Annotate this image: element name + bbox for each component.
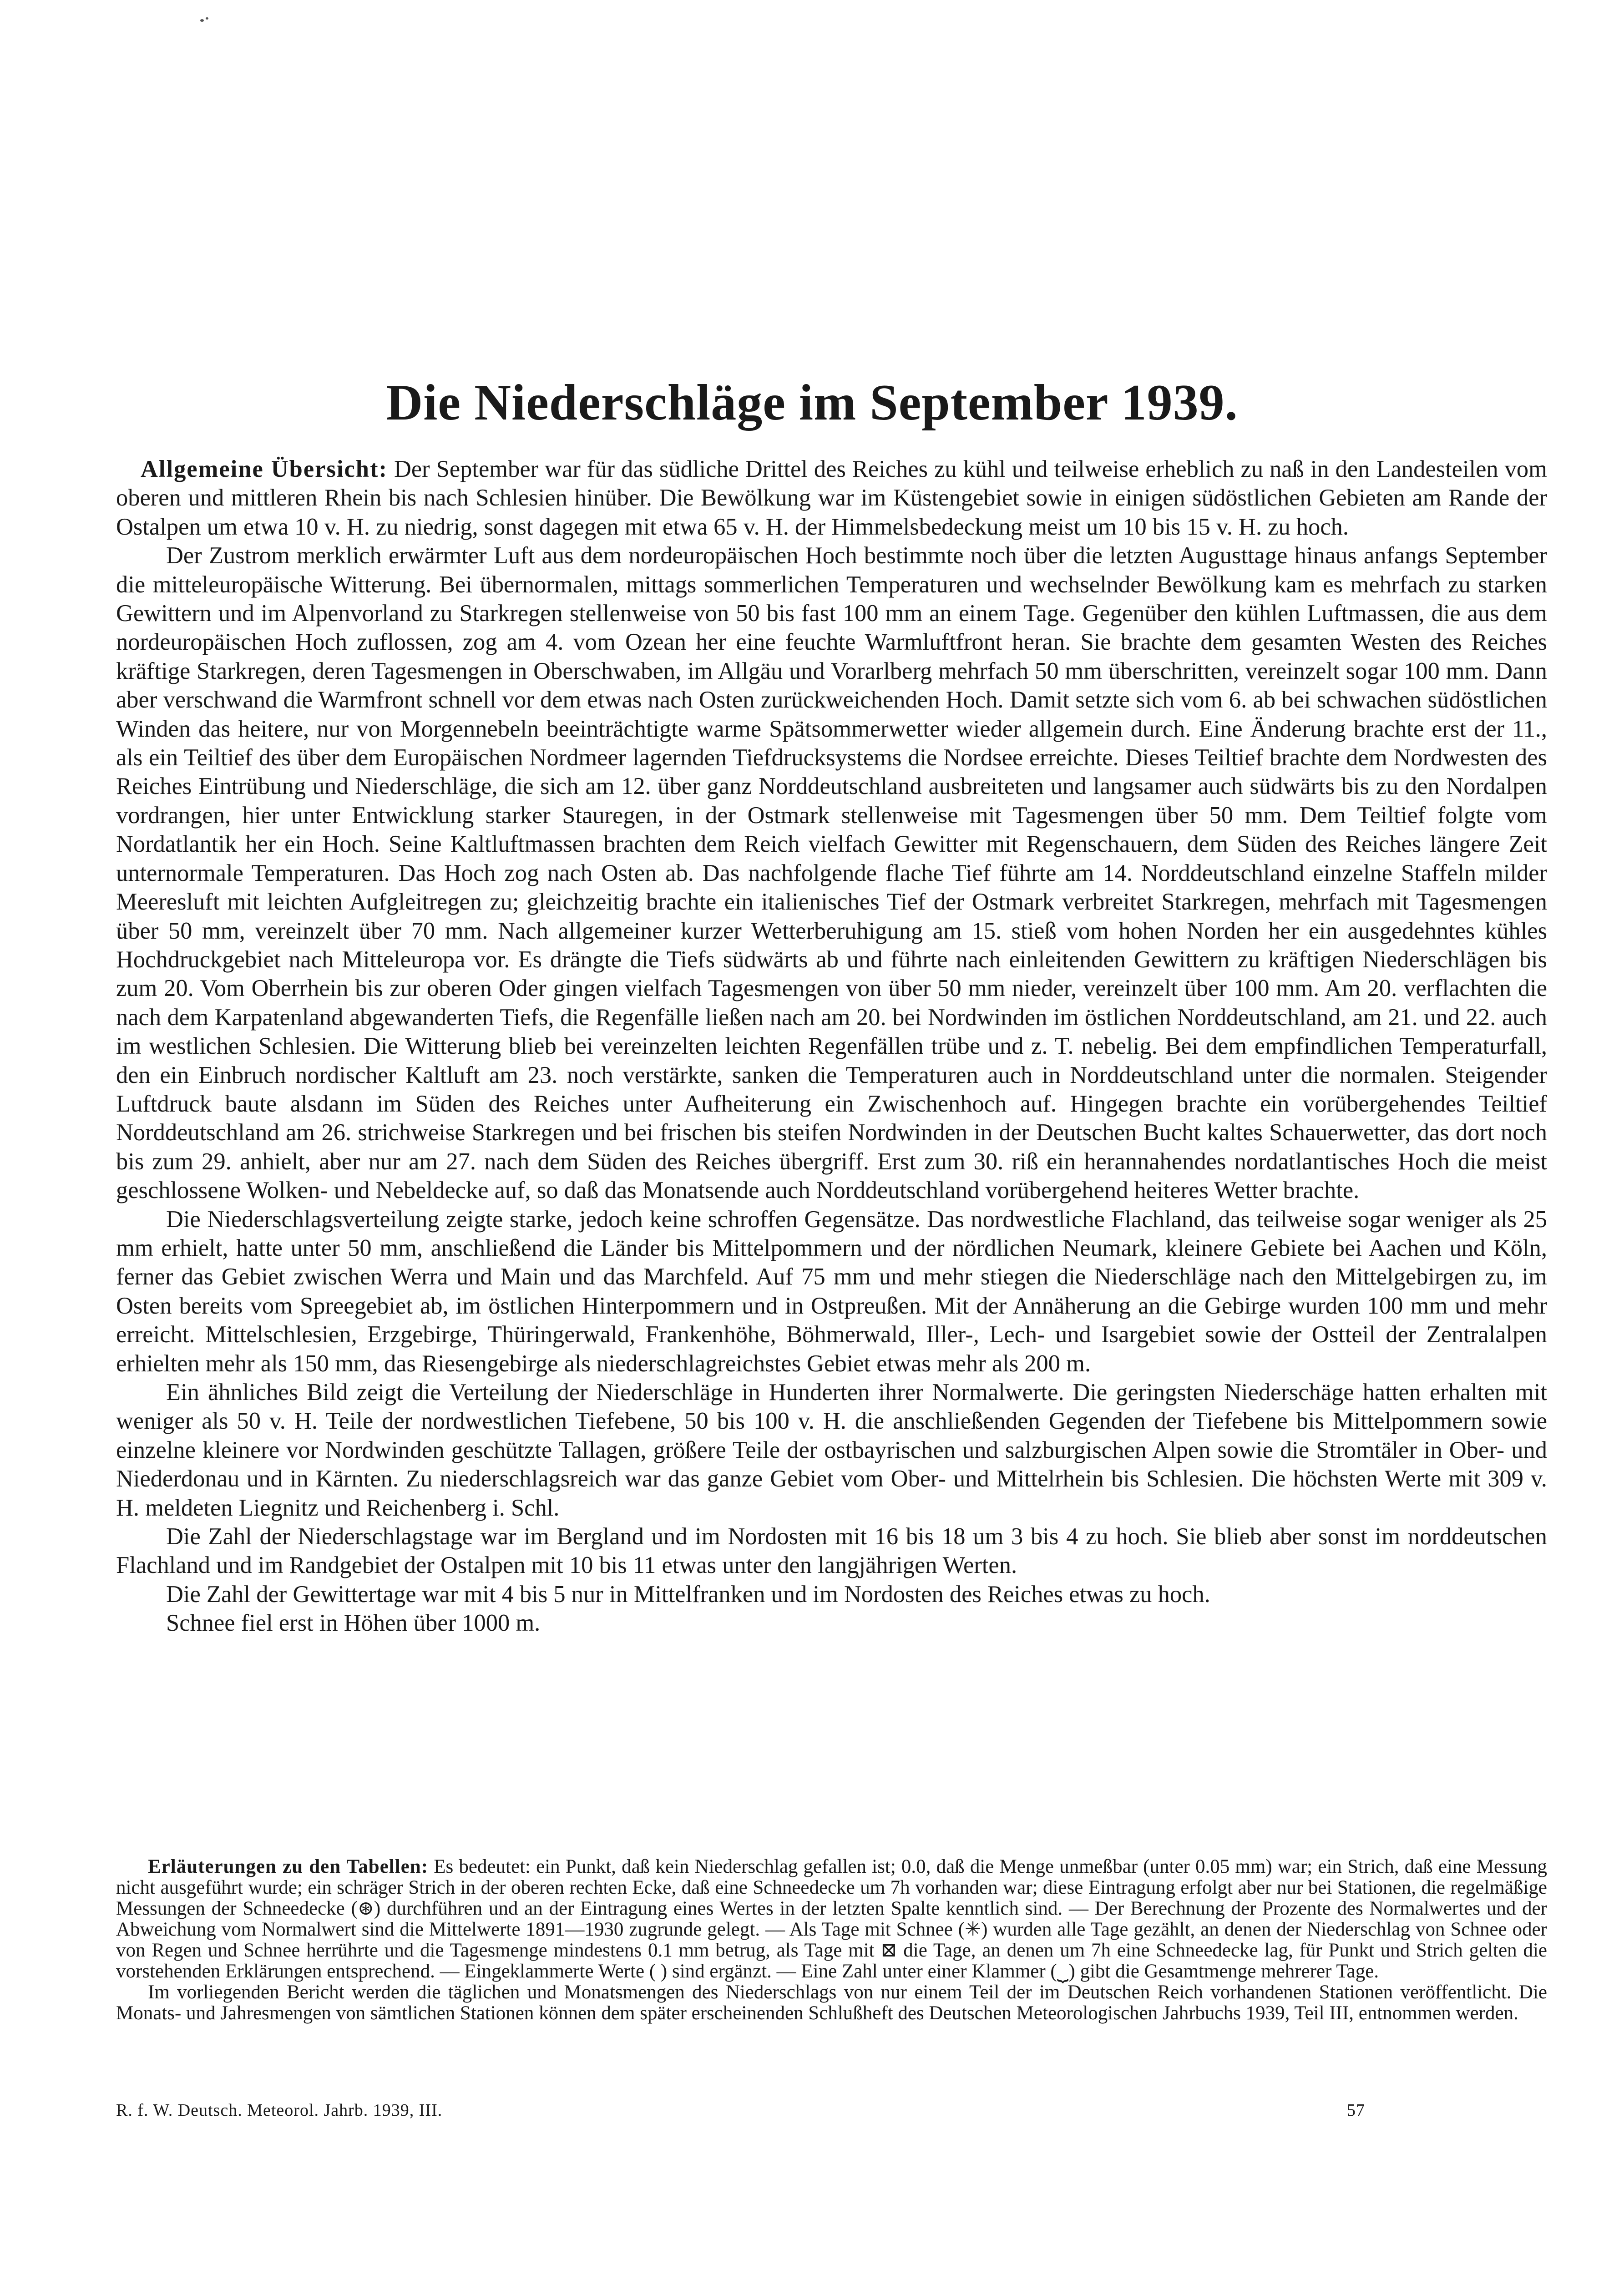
page-number: 57	[1347, 2101, 1365, 2120]
table-notes	[116, 1856, 1547, 2024]
notes-paragraph-stations: Im vorliegenden Bericht werden die täglichen und Monatsmengen des Niederschlags von nur einem Teil der im Deutschen Reich vorhandenen Stationen veröffentlicht. Die Monats- und Jahresmengen von sämtlichen Stationen können dem später erscheinenden Schlußheft des Deutschen Meteorologischen Jahrbuchs 1939, Teil III, entnommen werden.	[116, 1982, 1547, 2024]
report-body	[116, 455, 1547, 1638]
source-reference: R. f. W. Deutsch. Meteorol. Jahrb. 1939, III.	[116, 2101, 443, 2120]
overview-text: Der September war für das südliche Drittel des Reiches zu kühl und teilweise erheblich zu naß in den Landesteilen vom oberen und mittleren Rhein bis nach Schlesien hinüber. Die Bewölkung war im Küstengebiet sowie in einigen südöstlichen Gebieten am Rande der Ostalpen um etwa 10 v. H. zu niedrig, sonst dagegen mit etwa 65 v. H. der Himmelsbedeckung meist um 10 bis 15 v. H. zu hoch.	[116, 456, 1547, 540]
scan-speck	[206, 17, 208, 20]
paragraph-weather-course: Der Zustrom merklich erwärmter Luft aus dem nordeuropäischen Hoch bestimmte noch über die letzten Augusttage hinaus anfangs September die mitteleuropäische Witterung. Bei übernormalen, mittags sommerlichen Temperaturen und wechselnder Bewölkung kam es mehrfach zu starken Gewittern und im Alpenvorland zu Starkregen stellenweise von 50 bis fast 100 mm an einem Tage. Gegenüber den kühlen Luftmassen, die aus dem nordeuropäischen Hoch zuflossen, zog am 4. vom Ozean her eine feuchte Warmluftfront heran. Sie brachte dem gesamten Westen des Reiches kräftige Starkregen, deren Tagesmengen in Oberschwaben, im Allgäu und Vorarlberg mehrfach 50 mm überschritten, vereinzelt sogar 100 mm. Dann aber verschwand die Warmfront schnell vor dem etwas nach Osten zurückweichenden Hoch. Damit setzte sich vom 6. ab bei schwachen südöstlichen Winden das heitere, nur von Morgennebeln beeinträchtigte warme Spätsommerwetter wieder allgemein durch. Eine Änderung brachte erst der 11., als ein Teiltief des über dem Europäischen Nordmeer lagernden Tiefdrucksystems die Nordsee erreichte. Dieses Teiltief brachte dem Nordwesten des Reiches Eintrübung und Niederschläge, die sich am 12. über ganz Norddeutschland ausbreiteten und langsamer auch südwärts bis zu den Nordalpen vordrangen, hier unter Entwicklung starker Stauregen, in der Ostmark stellenweise mit Tagesmengen über 50 mm. Dem Teiltief folgte vom Nordatlantik her ein Hoch. Seine Kaltluftmassen brachten dem Reich vielfach Gewitter mit Regenschauern, dem Süden des Reiches längere Zeit unternormale Temperaturen. Das Hoch zog nach Osten ab. Das nachfolgende flache Tief führte am 14. Norddeutschland einzelne Staffeln milder Meeresluft mit leichten Aufgleitregen zu; gleichzeitig brachte ein italienisches Tief der Ostmark verbreitet Starkregen, mehrfach mit Tagesmengen über 50 mm, vereinzelt über 70 mm. Nach allgemeiner kurzer Wetterberuhigung am 15. stieß vom hohen Norden her ein ausgedehntes kühles Hochdruckgebiet nach Mitteleuropa vor. Es drängte die Tiefs südwärts ab und führte nach einleitenden Gewittern zu kräftigen Niederschlägen bis zum 20. Vom Oberrhein bis zur oberen Oder gingen vielfach Tagesmengen von über 50 mm nieder, vereinzelt über 100 mm. Am 20. verflachten die nach dem Karpatenland abgewanderten Tiefs, die Regenfälle ließen nach am 20. bei Nordwinden im östlichen Norddeutschland, am 21. und 22. auch im westlichen Schlesien. Die Witterung blieb bei vereinzelten leichten Regenfällen trübe und z. T. nebelig. Bei dem empfindlichen Temperaturfall, den ein Einbruch nordischer Kaltluft am 23. noch verstärkte, sanken die Temperaturen auch in Norddeutschland unter die normalen. Steigender Luftdruck baute alsdann im Süden des Reiches unter Aufheiterung ein Zwischenhoch auf. Hingegen brachte ein vorübergehendes Teiltief Norddeutschland am 26. strichweise Starkregen und bei frischen bis steifen Nordwinden in der Deutschen Bucht kaltes Schauerwetter, das dort noch bis zum 29. anhielt, aber nur am 27. nach dem Süden des Reiches übergriff. Erst zum 30. riß ein herannahendes nordatlantisches Hoch die meist geschlossene Wolken- und Nebeldecke auf, so daß das Monatsende auch Norddeutschland vorübergehend heiteres Wetter brachte.	[116, 542, 1547, 1204]
notes-paragraph	[116, 1856, 1547, 1982]
paragraph-snow: Schnee fiel erst in Höhen über 1000 m.	[166, 1610, 541, 1637]
scan-speck	[200, 19, 204, 22]
paragraph-precipitation-distribution: Die Niederschlagsverteilung zeigte starke, jedoch keine schroffen Gegensätze. Das nordwestliche Flachland, das teilweise sogar weniger als 25 mm erhielt, hatte unter 50 mm, anschließend die Länder bis Mittelpommern und der nördlichen Neumark, kleinere Gebiete bei Aachen und Köln, ferner das Gebiet zwischen Werra und Main und das Marchfeld. Auf 75 mm und mehr stiegen die Niederschläge nach den Mittelgebirgen zu, im Osten bereits vom Spreegebiet ab, im östlichen Hinterpommern und in Ostpreußen. Mit der Annäherung an die Gebirge wurden 100 mm und mehr erreicht. Mittelschlesien, Erzgebirge, Thüringerwald, Frankenhöhe, Böhmerwald, Iller-, Lech- und Isargebiet sowie der Ostteil der Zentralalpen erhielten mehr als 150 mm, das Riesengebirge als niederschlagreichstes Gebiet etwas mehr als 200 m.	[116, 1206, 1547, 1377]
page-footer	[116, 2100, 1547, 2121]
page-title: Die Niederschläge im September 1939.	[386, 374, 1238, 431]
paragraph-precipitation-days: Die Zahl der Niederschlagstage war im Bergland und im Nordosten mit 16 bis 18 um 3 bis 4 zu hoch. Sie blieb aber sonst im norddeutschen Flachland und im Randgebiet der Ostalpen mit 10 bis 11 etwas unter den langjährigen Werten.	[116, 1523, 1547, 1579]
notes-text: Es bedeutet: ein Punkt, daß kein Niederschlag gefallen ist; 0.0, daß die Menge unmeßbar (unter 0.05 mm) war; ein Strich, daß eine Messung nicht ausgeführt wurde; ein schräger Strich in der oberen rechten Ecke, daß eine Schneedecke um 7h vorhanden war; diese Eintragung erfolgt aber nur bei Stationen, die regelmäßige Messungen der Schneedecke (⊛) durchführen und an der Eintragung eines Wertes in der letzten Spalte kenntlich sind. — Der Berechnung der Prozente des Normalwertes und der Abweichung vom Normalwert sind die Mittelwerte 1891—1930 zugrunde gelegt. — Als Tage mit Schnee (✳) wurden alle Tage gezählt, an denen der Niederschlag von Schnee oder von Regen und Schnee herrührte und die Tagesmenge mindestens 0.1 mm betrug, als Tage mit ⊠ die Tage, an denen um 7h eine Schneedecke lag, für Punkt und Strich gelten die vorstehenden Erklärungen entsprechend. — Eingeklammerte Werte ( ) sind ergänzt. — Eine Zahl unter einer Klammer (⏟) gibt die Gesamtmenge mehrerer Tage.	[116, 1856, 1548, 1982]
overview-heading: Allgemeine Übersicht:	[141, 456, 388, 482]
paragraph-normal-values: Ein ähnliches Bild zeigt die Verteilung der Niederschläge in Hunderten ihrer Normalwerte. Die geringsten Niederschäge hatten erhalten mit weniger als 50 v. H. Teile der nordwestlichen Tiefebene, 50 bis 100 v. H. die anschließenden Gegenden der Tiefebene bis Mittelpommern sowie einzelne kleinere vor Nordwinden geschützte Tallagen, größere Teile der ostbayrischen und salzburgischen Alpen sowie die Stromtäler in Ober- und Niederdonau und in Kärnten. Zu niederschlagsreich war das ganze Gebiet vom Ober- und Mittelrhein bis Schlesien. Die höchsten Werte mit 309 v. H. meldeten Liegnitz und Reichenberg i. Schl.	[116, 1379, 1547, 1521]
paragraph-thunderstorm-days: Die Zahl der Gewittertage war mit 4 bis 5 nur in Mittelfranken und im Nordosten des Reiches etwas zu hoch.	[166, 1581, 1210, 1608]
overview-paragraph	[116, 455, 1547, 541]
notes-heading: Erläuterungen zu den Tabellen:	[148, 1856, 429, 1877]
